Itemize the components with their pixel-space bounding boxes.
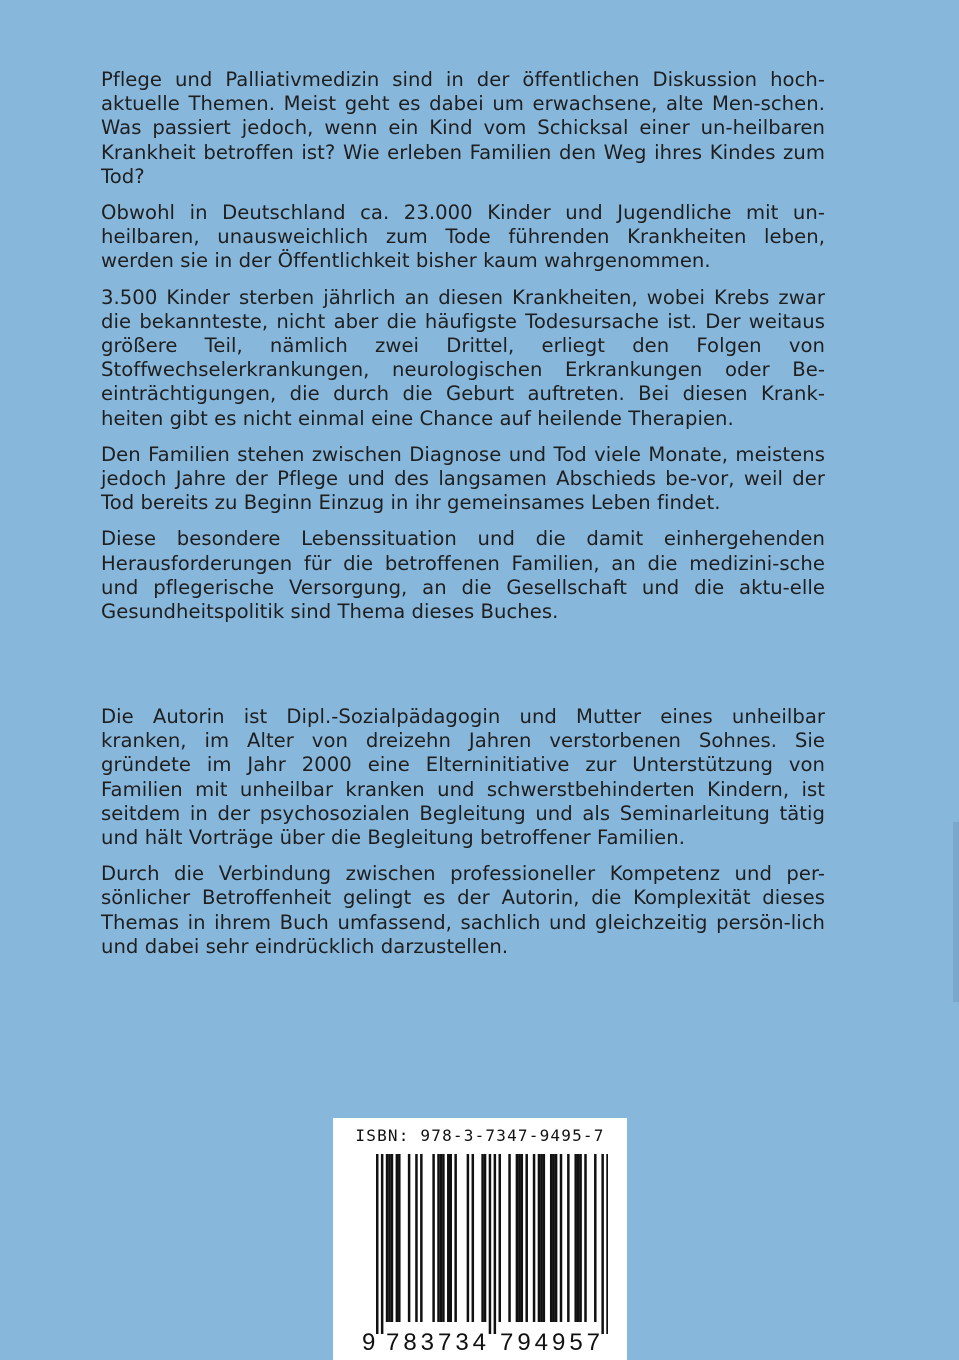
barcode-bar xyxy=(499,1154,502,1322)
description-paragraph-1: Pflege und Palliativmedizin sind in der öffentlichen Diskussion hoch-aktuelle Themen. Meist geht es dabei um erwachsene, alte Men-schen. Was passiert jedoch, wenn ein Kind vom Schicksal einer un-heilbaren Krankheit betroffen ist? Wie erleben Familien den Weg ihres Kindes zum Tod? xyxy=(101,68,825,188)
barcode-bar xyxy=(567,1154,570,1322)
barcode-bar xyxy=(606,1154,608,1334)
author-bio xyxy=(101,705,825,971)
barcode-bar xyxy=(525,1154,528,1322)
description-paragraph-2: Obwohl in Deutschland ca. 23.000 Kinder und Jugendliche mit un-heilbaren, unausweichlich zum Tode führenden Krankheiten leben, werden sie in der Öffentlichkeit bisher kaum wahrgenommen. xyxy=(101,201,825,273)
description-paragraph-3: 3.500 Kinder sterben jährlich an diesen Krankheiten, wobei Krebs zwar die bekannteste, nicht aber die häufigste Todesursache ist. Der weitaus größere Teil, nämlich zwei Drittel, erliegt den Folgen von Stoffwechselerkrankungen, neurologischen Erkrankungen oder Be-einträchtigungen, die durch die Geburt auftreten. Bei diesen Krank-heiten gibt es nicht einmal eine Chance auf heilende Therapien. xyxy=(101,285,825,430)
barcode-bar xyxy=(579,1154,582,1322)
description-paragraph-5: Diese besondere Lebenssituation und die damit einhergehenden Herausforderungen für die betroffenen Familien, an die medizini-sche und pflegerische Versorgung, an die Gesellschaft und die aktu-elle Gesundheitspolitik sind Thema dieses Buches. xyxy=(101,527,825,624)
barcode-bar xyxy=(543,1154,546,1322)
barcode-bar xyxy=(386,1154,389,1322)
barcode-bar xyxy=(467,1154,470,1322)
barcode-digit-lead: 9 xyxy=(362,1329,376,1356)
barcode-bar xyxy=(391,1154,394,1322)
author-paragraph-1: Die Autorin ist Dipl.-Sozialpädagogin und Mutter eines unheilbar kranken, im Alter von dreizehn Jahren verstorbenen Sohnes. Sie gründete im Jahr 2000 eine Elterninitiative zur Unterstützung von Familien mit unheilbar kranken und schwerstbehinderten Kindern, ist seitdem in der psychosozialen Begleitung und als Seminarleitung tätig und hält Vorträge über die Begleitung betroffener Familien. xyxy=(101,705,825,850)
barcode-bar xyxy=(601,1154,604,1334)
barcode-bar xyxy=(577,1154,580,1322)
barcode-bar xyxy=(432,1154,435,1322)
barcode-bar xyxy=(533,1154,536,1322)
author-paragraph-2: Durch die Verbindung zwischen professioneller Kompetenz und per-sönlicher Betroffenheit gelingt es der Autorin, die Komplexität dieses Themas in ihrem Buch umfassend, sachlich und gleichzeitig persön-lich und dabei sehr eindrücklich darzustellen. xyxy=(101,862,825,958)
barcode-bar xyxy=(489,1154,492,1334)
barcode-digits-right: 794957 xyxy=(500,1329,600,1356)
barcode-bar xyxy=(398,1154,401,1322)
barcode-bar xyxy=(437,1154,440,1322)
barcode-bar xyxy=(552,1154,555,1322)
barcode-digits-left: 783734 xyxy=(386,1329,486,1356)
barcode-bar xyxy=(540,1154,543,1322)
barcode-bar xyxy=(450,1154,453,1322)
barcode-bar xyxy=(388,1154,391,1322)
barcode-bar xyxy=(550,1154,553,1322)
barcode-bar xyxy=(508,1154,511,1322)
barcode-bar xyxy=(408,1154,411,1322)
barcode-bar xyxy=(584,1154,587,1322)
barcode-bar xyxy=(376,1154,379,1334)
barcode-bar xyxy=(415,1154,418,1322)
barcode-bar xyxy=(472,1154,475,1322)
isbn-barcode xyxy=(333,1118,627,1360)
barcode-bar xyxy=(555,1154,558,1322)
isbn-label: ISBN: 978-3-7347-9495-7 xyxy=(355,1126,605,1145)
barcode-bar xyxy=(521,1154,524,1322)
barcode-bar xyxy=(454,1154,457,1322)
barcode-bar xyxy=(420,1154,423,1322)
barcode-bar xyxy=(381,1154,384,1334)
barcode-bar xyxy=(574,1154,577,1322)
barcode-bar xyxy=(516,1154,519,1322)
barcode-bar xyxy=(560,1154,563,1322)
barcode-bars xyxy=(376,1154,608,1334)
barcode-bar xyxy=(481,1154,484,1322)
edge-mark xyxy=(953,822,959,1002)
barcode-bar xyxy=(484,1154,487,1322)
barcode-bar xyxy=(396,1154,399,1322)
book-description xyxy=(101,68,825,636)
description-paragraph-4: Den Familien stehen zwischen Diagnose und Tod viele Monate, meistens jedoch Jahre der Pflege und des langsamen Abschieds be-vor, weil der Tod bereits zu Beginn Einzug in ihr gemeinsames Leben findet. xyxy=(101,442,825,515)
barcode-bar xyxy=(538,1154,541,1322)
barcode-bar xyxy=(594,1154,597,1322)
barcode-image xyxy=(360,1154,608,1360)
barcode-bar xyxy=(494,1154,497,1334)
barcode-bar xyxy=(440,1154,443,1322)
barcode-bar xyxy=(518,1154,521,1322)
barcode-bar xyxy=(447,1154,450,1322)
barcode-bar xyxy=(442,1154,445,1322)
